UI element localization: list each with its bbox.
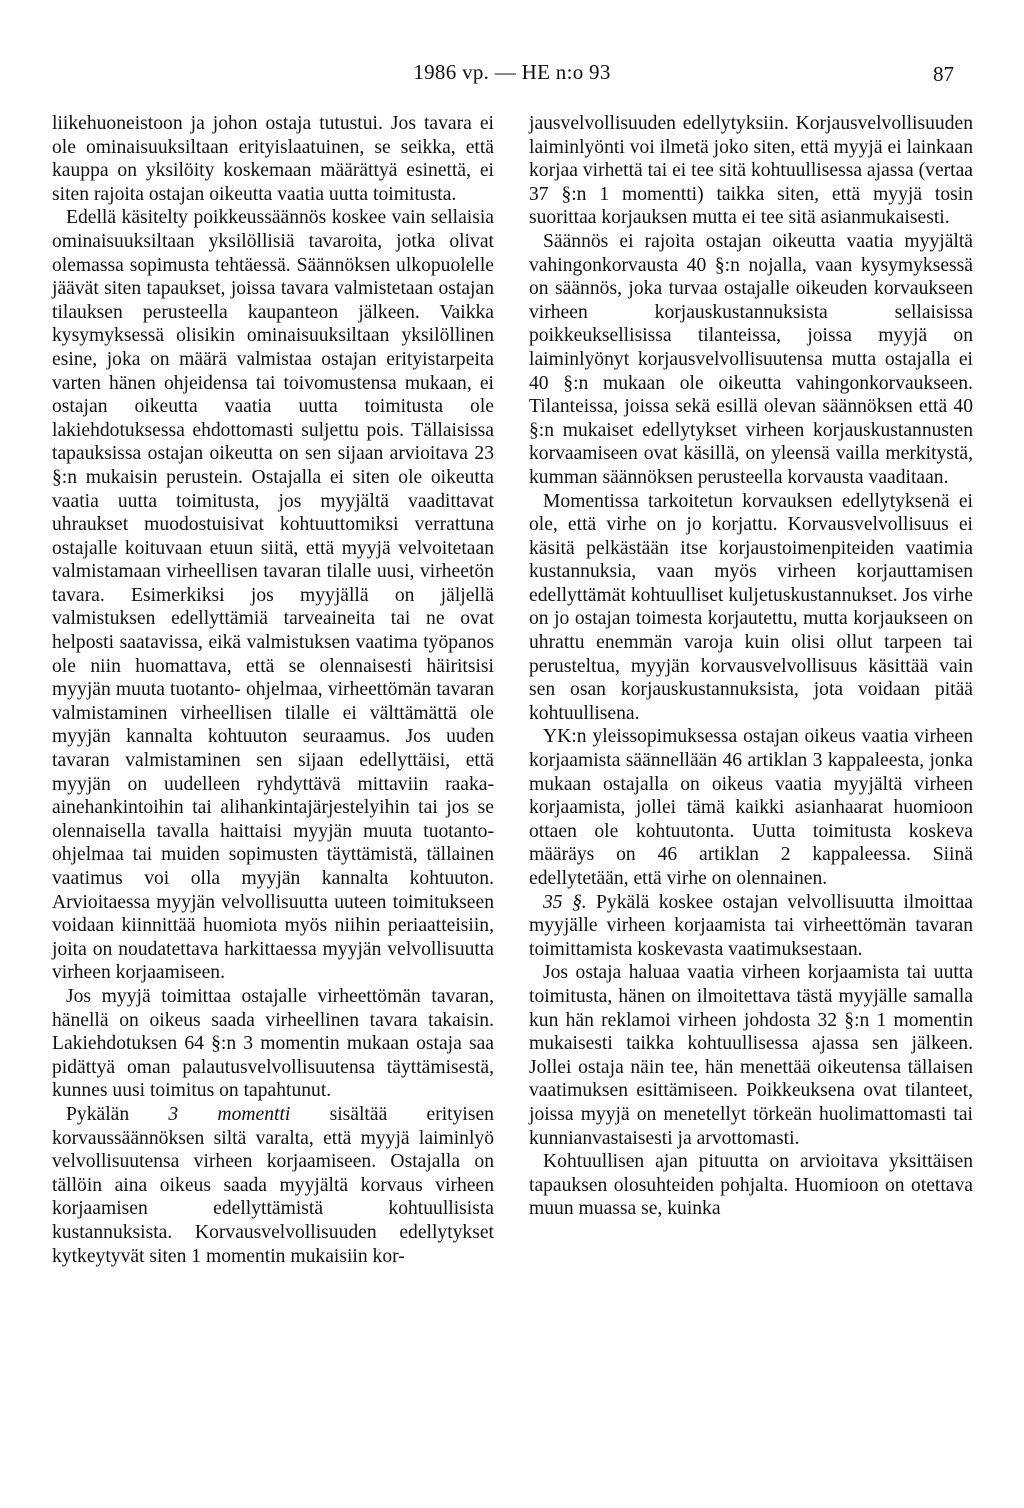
right-paragraph-6: Jos ostaja haluaa vaatia virheen korjaamista tai uutta toimitusta, hänen on ilmoitettava tästä myyjälle samalla kun hän reklamoi virheen johdosta 32 §:n 1 momentin mukaisesti taikka kohtuullisessa ajassa sen jälkeen. Jollei ostaja näin tee, hän menettää oikeutensa tällaisen vaatimuksen esittämiseen. Poikkeuksena ovat tilanteet, joissa myyjä on menetellyt törkeän huolimattomasti tai kunnianvastaisesti ja arvottomasti. — [529, 962, 973, 1149]
left-paragraph-4 — [52, 1103, 494, 1268]
paragraph-4-lead: Pykälän — [66, 1103, 169, 1125]
left-paragraph-2: Edellä käsitelty poikkeussäännös koskee vain sellaisia ominaisuuksiltaan yksilöllisiä tavaroita, jotka olivat olemassa sopimusta tehtäessä. Säännöksen ulkopuolelle jäävät siten tapaukset, joissa tavara valmistetaan ostajan tilauksen perusteella kaupanteon jälkeen. Vaikka kysymyksessä olisikin ominaisuuksiltaan yksilöllinen esine, joka on määrä valmistaa ostajan erityistarpeita varten hänen ohjeidensa tai toivomustensa mukaan, ei ostajan oikeutta vaatia uutta toimitusta ole lakiehdotuksessa ehdottomasti suljettu pois. Tällaisissa tapauksissa ostajan oikeutta on sen sijaan arvioitava 23 §:n mukaisin perustein. Ostajalla ei siten ole oikeutta vaatia uutta toimitusta, jos myyjältä vaadittavat uhraukset muodostuisivat kohtuuttomiksi verrattuna ostajalle koituvaan etuun siitä, että myyjä velvoitetaan valmistamaan virheellisen tavaran tilalle uusi, virheetön tavara. Esimerkiksi jos myyjällä on jäljellä valmistuksen edellyttämiä tarveaineita tai ne ovat helposti saatavissa, eikä valmistuksen vaatima työpanos ole niin huomattava, että se olennaisesti häiritsisi myyjän muuta tuotanto- ohjelmaa, virheettömän tavaran valmistaminen virheellisen tilalle ei välttämättä ole myyjän kannalta kohtuuton seuraamus. Jos uuden tavaran valmistaminen sen sijaan edellyttäisi, että myyjän on uudelleen ryhdyttävä mittaviin raaka-ainehankintoihin tai alihankintajärjestelyihin tai jos se olennaisella tavalla haittaisi myyjän muuta tuotanto-ohjelmaa tai muiden sopimusten täyttämistä, tällainen vaatimus voi olla myyjän kannalta kohtuuton. Arvioitaessa myyjän velvollisuutta uuteen toimitukseen voidaan kiinnittää huomiota myös niihin periaatteisiin, joita on noudatettava harkittaessa myyjän velvollisuutta virheen korjaamiseen. — [52, 207, 494, 984]
running-title: 1986 vp. — HE n:o 93 — [413, 60, 611, 84]
right-paragraph-3: Momentissa tarkoitetun korvauksen edellytyksenä ei ole, että virhe on jo korjattu. Korvausvelvollisuus ei käsitä pelkästään itse korjaustoimenpiteiden vaatimia kustannuksia, vaan myös virheen korjauttamisen edellyttämät kohtuulliset kuljetuskustannukset. Jos virhe on jo ostajan toimesta korjautettu, mutta korjaukseen on uhrattu enemmän varoja kuin olisi ollut tarpeen tai perusteltua, myyjän korvausvelvollisuus käsittää vain sen osan korjauskustannuksista, jota voidaan pitää kohtuullisena. — [529, 490, 973, 724]
left-column — [52, 112, 494, 1268]
right-column — [529, 112, 973, 1221]
right-paragraph-5 — [529, 891, 973, 962]
page-number: 87 — [933, 62, 954, 86]
right-paragraph-1: jausvelvollisuuden edellytyksiin. Korjausvelvollisuuden laiminlyönti voi ilmetä joko siten, että myyjä ei lainkaan korjaa virhettä tai ei tee sitä kohtuullisessa ajassa (vertaa 37 §:n 1 momentti) taikka siten, että myyjä tosin suorittaa korjauksen mutta ei tee sitä asianmukaisesti. — [529, 113, 973, 229]
section-35-body: Pykälä koskee ostajan velvollisuutta ilmoittaa myyjälle virheen korjaamista tai virheettömän tavaran toimittamista koskevasta vaatimuksestaan. — [529, 891, 974, 960]
paragraph-4-body: sisältää erityisen korvaussäännöksen siltä varalta, että myyjä laiminlyö velvollisuutensa virheen korjaamiseen. Ostajalla on tällöin aina oikeus saada myyjältä korvaus virheen korjaamisen edellyttämistä kohtuullisista kustannuksista. Korvausvelvollisuuden edellytykset kytkeytyvät siten 1 momentin mukaisiin kor- — [52, 1103, 494, 1267]
momentti-reference: 3 momentti — [168, 1103, 291, 1125]
right-paragraph-7: Kohtuullisen ajan pituutta on arvioitava yksittäisen tapauksen olosuhteiden pohjalta. Huomioon on otettava muun muassa se, kuinka — [529, 1151, 973, 1220]
page-header — [0, 60, 1024, 90]
right-paragraph-2: Säännös ei rajoita ostajan oikeutta vaatia myyjältä vahingonkorvausta 40 §:n nojalla, vaan kysymyksessä on säännös, joka turvaa ostajalle oikeuden korvaukseen virheen korjauskustannuksista sellaisissa poikkeuksellisissa tilanteissa, joissa myyjä on laiminlyönyt korjausvelvollisuutensa mutta ostajalla ei 40 §:n mukaan ole oikeutta vahingonkorvaukseen. Tilanteissa, joissa sekä esillä olevan säännöksen että 40 §:n mukaiset edellytykset virheen korjauskustannusten korvaamiseen ovat käsillä, on yleensä vailla merkitystä, kumman säännöksen perusteella korvausta vaaditaan. — [529, 230, 973, 488]
right-paragraph-4: YK:n yleissopimuksessa ostajan oikeus vaatia virheen korjaamista säännellään 46 artiklan 3 kappaleesta, jonka mukaan ostajalla on oikeus vaatia myyjältä virheen korjaamista, jollei tämä kaikki asianhaarat huomioon ottaen ole kohtuutonta. Uutta toimitusta koskeva määräys on 46 artiklan 2 kappaleessa. Siinä edellytetään, että virhe on olennainen. — [529, 726, 973, 889]
left-paragraph-3: Jos myyjä toimittaa ostajalle virheettömän tavaran, hänellä on oikeus saada virheellinen tavara takaisin. Lakiehdotuksen 64 §:n 3 momentin mukaan ostaja saa pidättyä oman palautusvelvollisuutensa täyttämisestä, kunnes uusi toimitus on tapahtunut. — [52, 985, 494, 1102]
section-35-heading: 35 §. — [543, 891, 587, 913]
left-paragraph-1: liikehuoneistoon ja johon ostaja tutustui. Jos tavara ei ole ominaisuuksiltaan erityislaatuinen, se seikka, että kauppa on yksilöity koskemaan määrättyä esinettä, ei siten rajoita ostajan oikeutta vaatia uutta toimitusta. — [52, 113, 494, 205]
